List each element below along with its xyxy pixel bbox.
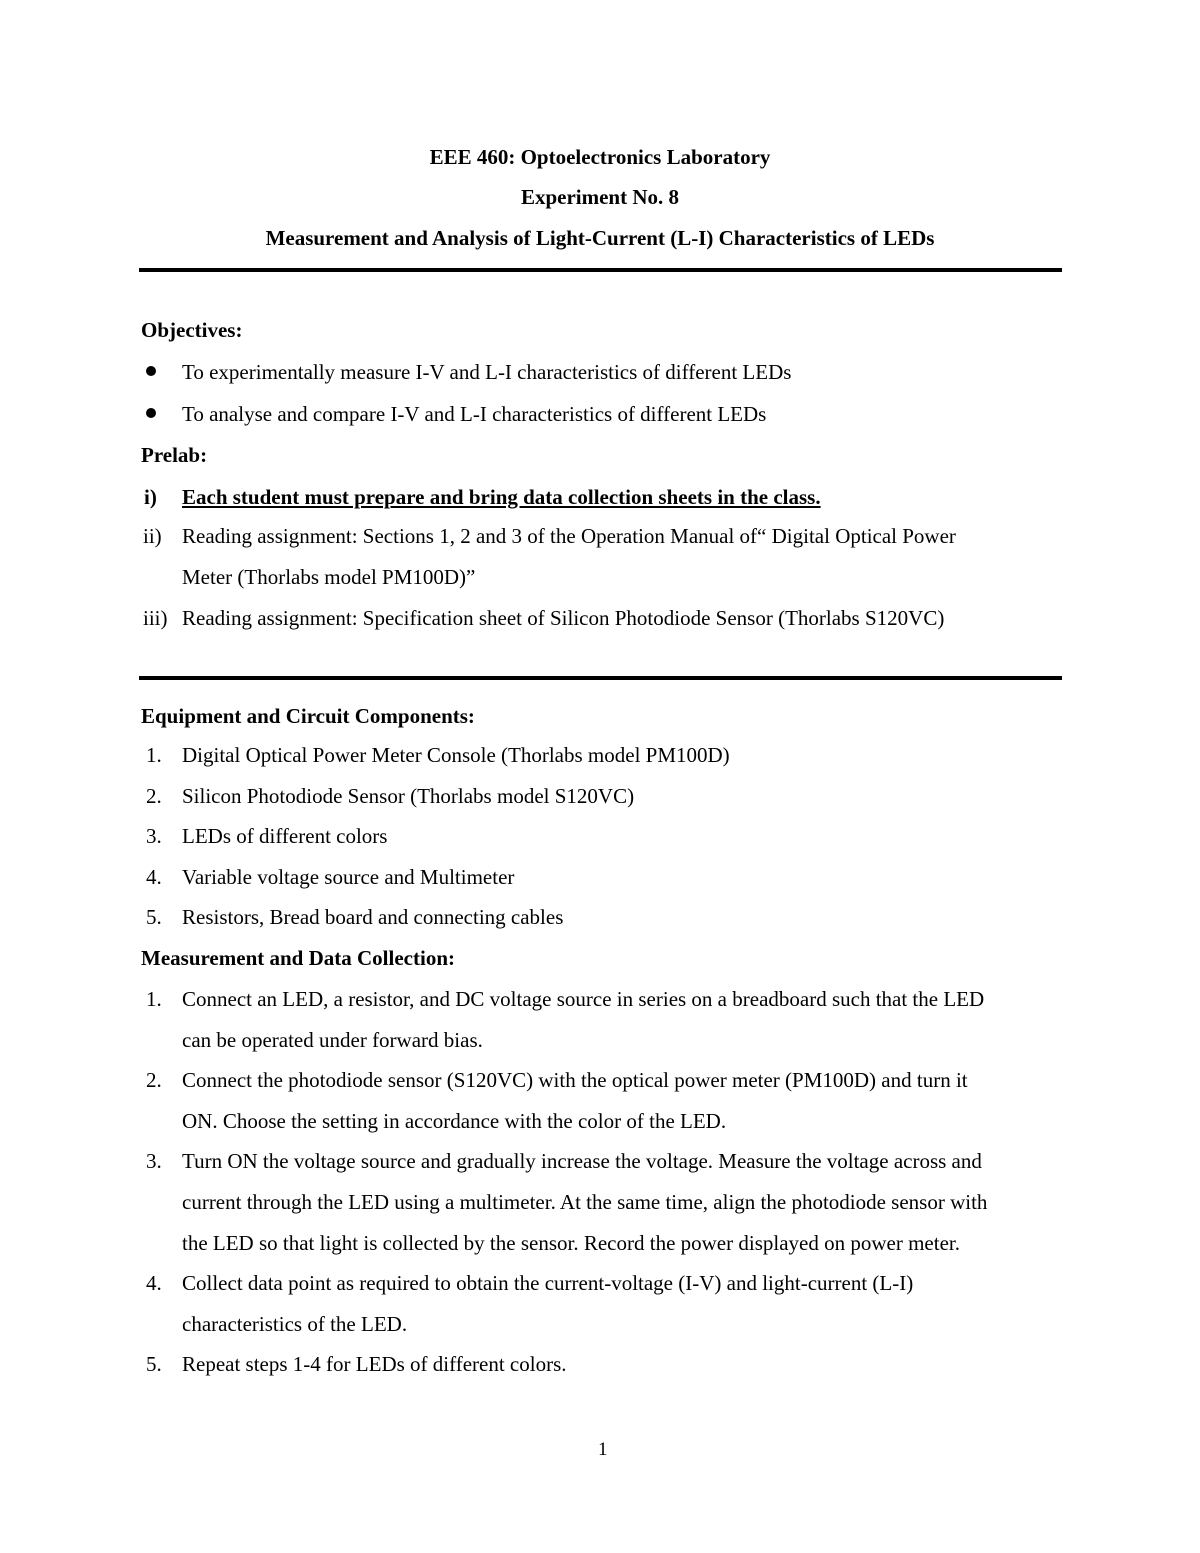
measurement-heading: Measurement and Data Collection:	[141, 946, 455, 970]
objective-item: To analyse and compare I-V and L-I characteristics of different LEDs	[182, 402, 767, 426]
prelab-marker: iii)	[143, 606, 168, 630]
step-text: Connect an LED, a resistor, and DC voltage source in series on a breadboard such that the LED	[182, 987, 985, 1011]
equipment-item: Resistors, Bread board and connecting cables	[182, 905, 564, 929]
step-marker: 2.	[146, 1068, 162, 1092]
prelab-item: Reading assignment: Specification sheet of Silicon Photodiode Sensor (Thorlabs S120VC)	[182, 606, 945, 630]
equipment-item: Variable voltage source and Multimeter	[182, 865, 515, 889]
step-text: characteristics of the LED.	[182, 1312, 408, 1336]
equipment-marker: 1.	[146, 743, 162, 767]
equipment-marker: 2.	[146, 784, 162, 808]
prelab-marker: i)	[144, 485, 157, 509]
experiment-title: Measurement and Analysis of Light-Current (L-I) Characteristics of LEDs	[265, 226, 935, 250]
step-text: current through the LED using a multimeter. At the same time, align the photodiode sensor with	[182, 1190, 988, 1214]
equipment-heading: Equipment and Circuit Components:	[141, 704, 475, 728]
bullet-icon	[146, 366, 156, 376]
step-text: can be operated under forward bias.	[182, 1028, 483, 1052]
step-text: Connect the photodiode sensor (S120VC) with the optical power meter (PM100D) and turn it	[182, 1068, 968, 1092]
step-text: ON. Choose the setting in accordance with the color of the LED.	[182, 1109, 727, 1133]
step-text: the LED so that light is collected by the sensor. Record the power displayed on power meter.	[182, 1231, 960, 1255]
prelab-item: Each student must prepare and bring data collection sheets in the class.	[182, 485, 821, 509]
equipment-item: LEDs of different colors	[182, 824, 388, 848]
equipment-marker: 4.	[146, 865, 162, 889]
course-title: EEE 460: Optoelectronics Laboratory	[429, 145, 771, 169]
step-marker: 4.	[146, 1271, 162, 1295]
prelab-heading: Prelab:	[141, 443, 208, 467]
step-marker: 3.	[146, 1149, 162, 1173]
step-text: Turn ON the voltage source and gradually increase the voltage. Measure the voltage across and	[182, 1149, 982, 1173]
equipment-item: Digital Optical Power Meter Console (Thorlabs model PM100D)	[182, 743, 730, 767]
equipment-item: Silicon Photodiode Sensor (Thorlabs model S120VC)	[182, 784, 635, 808]
step-text: Repeat steps 1-4 for LEDs of different colors.	[182, 1352, 567, 1376]
header-divider	[139, 268, 1062, 272]
step-text: Collect data point as required to obtain the current-voltage (I-V) and light-current (L-I)	[182, 1271, 914, 1295]
equipment-marker: 5.	[146, 905, 162, 929]
experiment-number: Experiment No. 8	[520, 185, 680, 209]
prelab-marker: ii)	[143, 524, 162, 548]
objectives-heading: Objectives:	[141, 318, 243, 342]
objective-item: To experimentally measure I-V and L-I characteristics of different LEDs	[182, 360, 792, 384]
prelab-item-continuation: Meter (Thorlabs model PM100D)”	[182, 565, 476, 589]
equipment-marker: 3.	[146, 824, 162, 848]
step-marker: 5.	[146, 1352, 162, 1376]
section-divider	[139, 676, 1062, 680]
page-number: 1	[598, 1439, 608, 1460]
prelab-item: Reading assignment: Sections 1, 2 and 3 of the Operation Manual of“ Digital Optical Power	[182, 524, 956, 548]
step-marker: 1.	[146, 987, 162, 1011]
bullet-icon	[146, 408, 156, 418]
